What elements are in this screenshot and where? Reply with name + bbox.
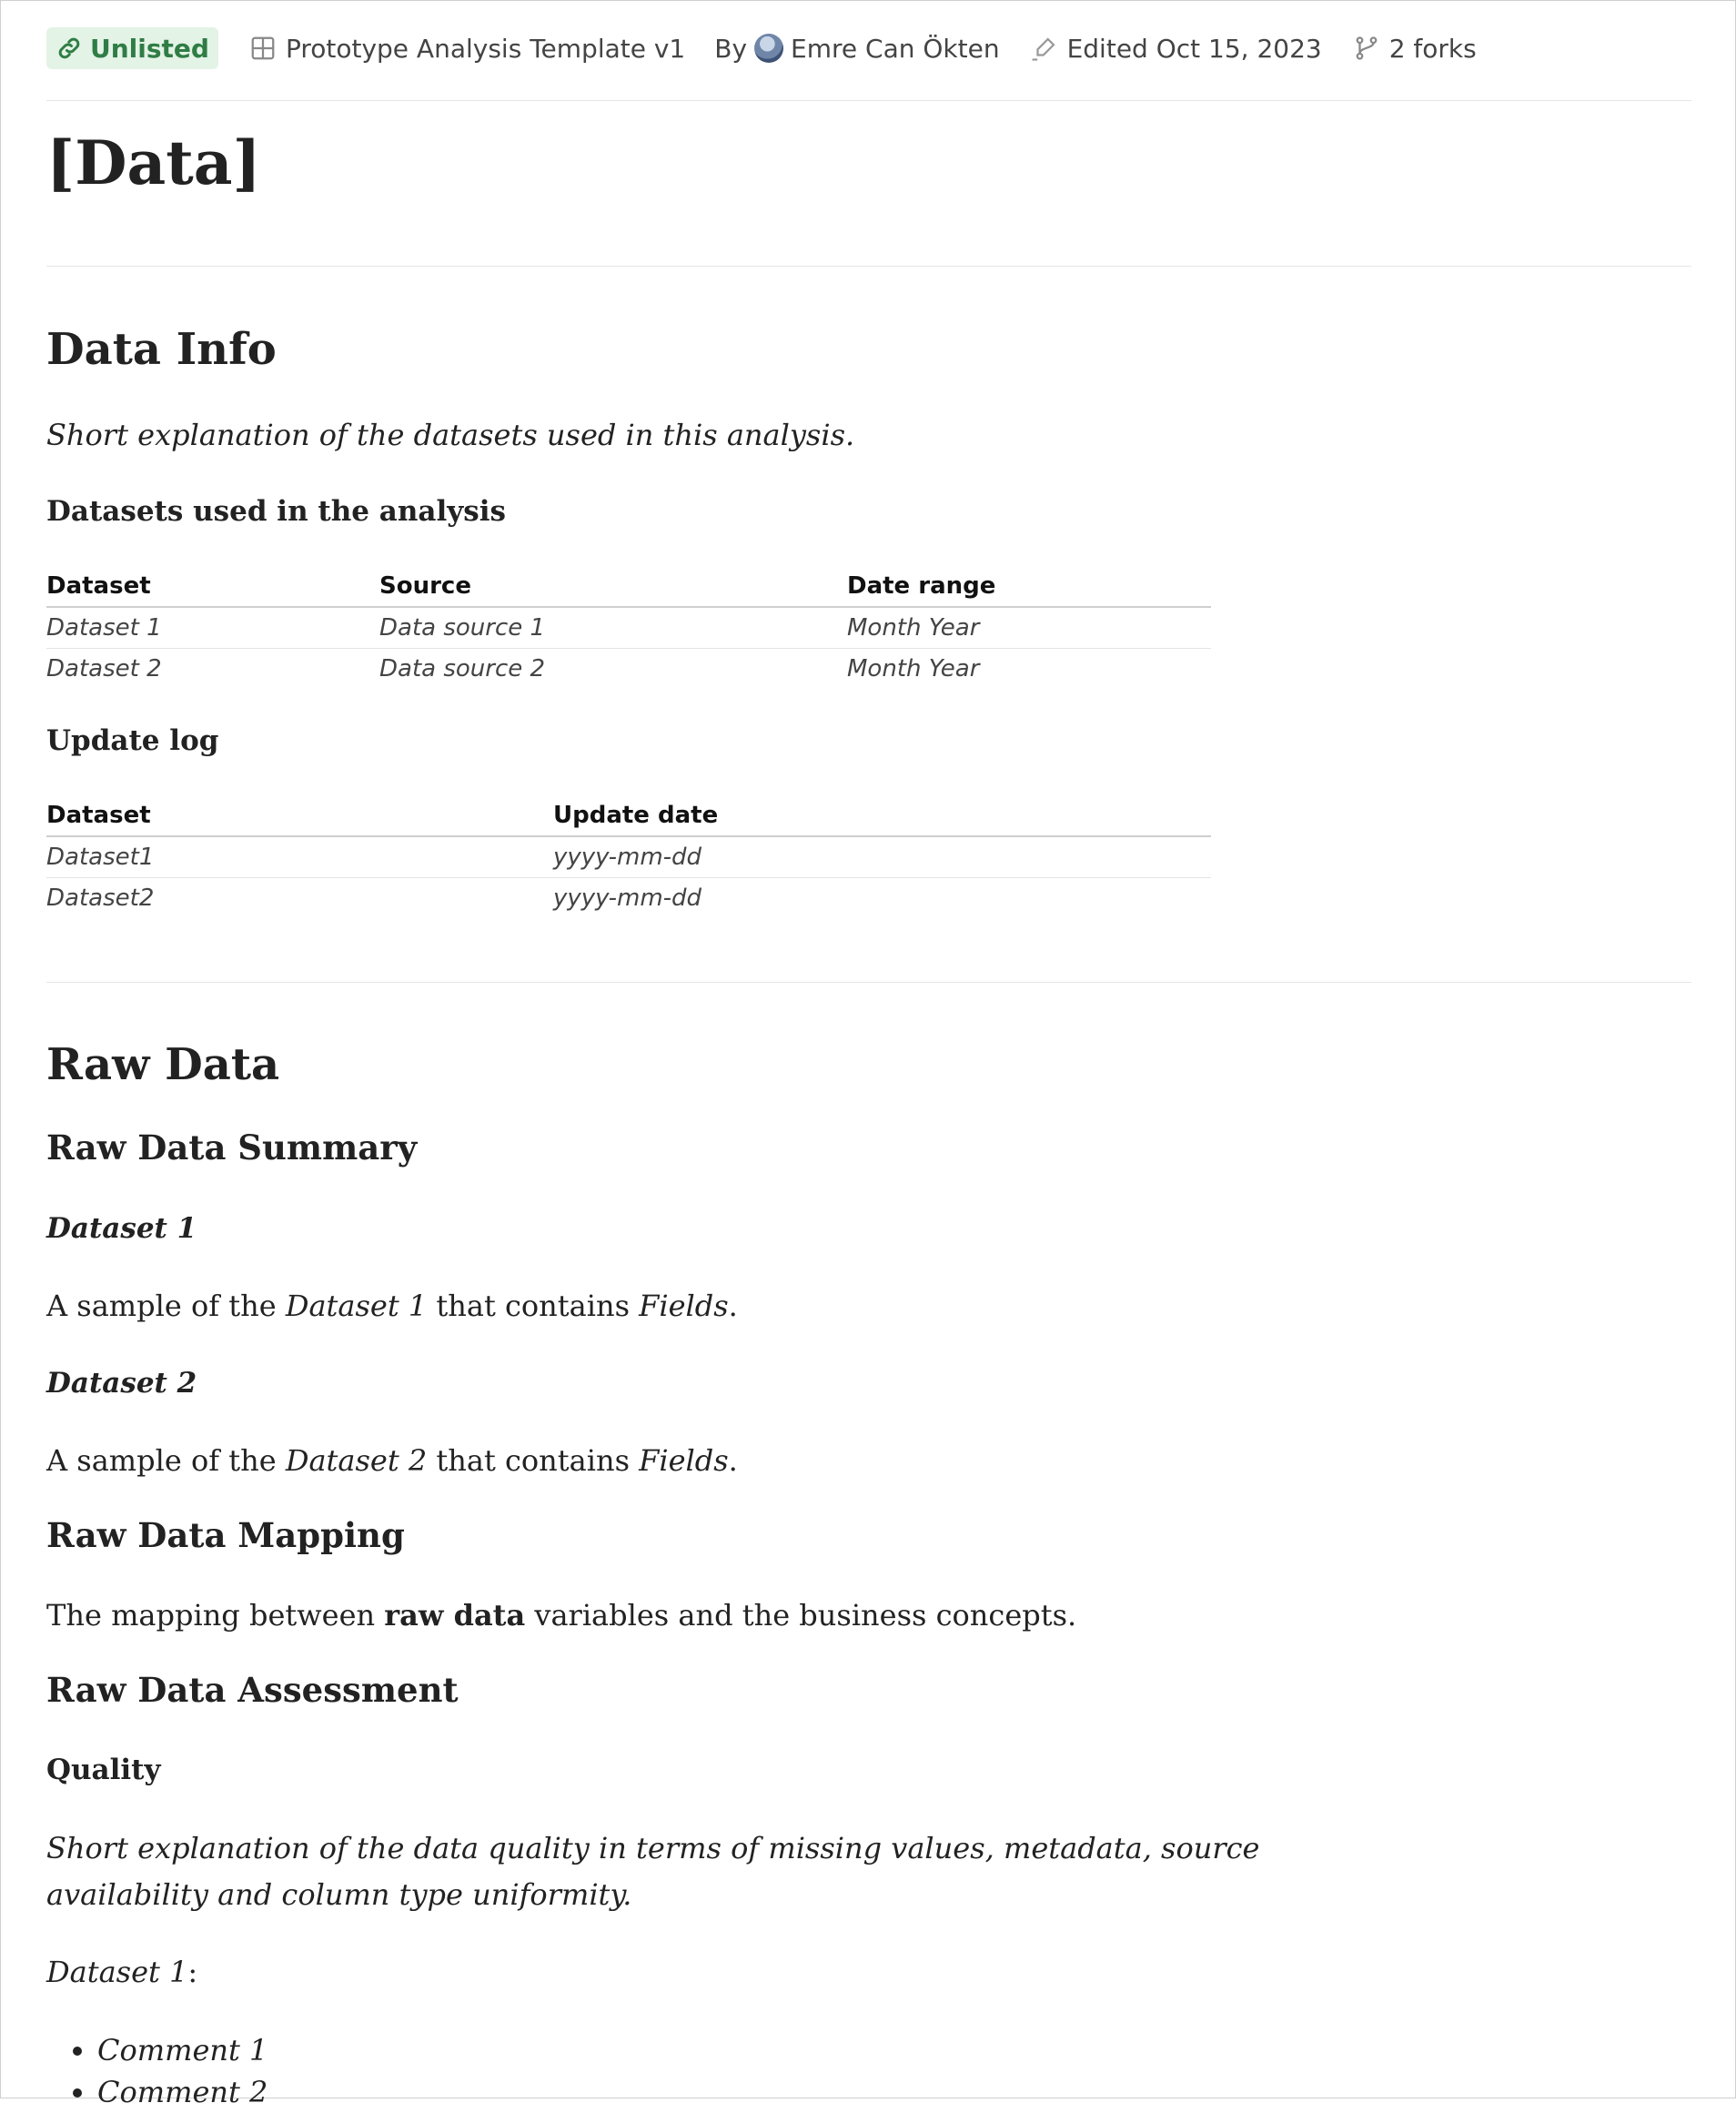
table-header-row [46,801,1211,836]
column-header: Dataset [46,801,553,836]
dataset2-heading: Dataset 2 [46,1367,197,1400]
text-run: A sample of the [46,1443,286,1478]
edited-date: Edited Oct 15, 2023 [1066,33,1322,64]
table-cell: yyyy-mm-dd [553,885,702,912]
quality-line-1: Short explanation of the data quality in terms of missing values, metadata, source [46,1831,1260,1865]
comment-list [46,2029,267,2113]
table-cell: Dataset 2 [46,655,162,682]
page-title: [Data] [46,127,261,198]
table-cell: Dataset2 [46,885,155,912]
text-run: variables and the business concepts. [525,1598,1077,1633]
visibility-label: Unlisted [90,33,209,64]
dataset1-label [46,1949,197,1996]
author-group[interactable] [714,34,999,64]
text-run: . [728,1443,738,1478]
divider [46,100,1691,101]
table-cell: yyyy-mm-dd [553,836,1211,878]
dataset1-description [46,1283,738,1329]
update-log-table [46,801,1211,918]
column-header: Date range [847,571,1211,607]
edited-info [1031,34,1322,64]
list-item: • Comment 2 [97,2071,267,2113]
datasets-heading: Datasets used in the analysis [46,495,506,528]
raw-data-summary-heading: Raw Data Summary [46,1127,418,1168]
mapping-description [46,1592,1076,1639]
table-row [46,649,1211,690]
text-run: : [187,1955,198,1989]
list-item: • Comment 1 [97,2029,267,2071]
text-run: Fields [639,1443,729,1478]
text-run: Dataset 1 [46,1955,188,1989]
template-grid-icon [249,35,277,62]
fork-icon [1353,35,1380,62]
table-row [46,878,1211,919]
text-run: that contains [427,1443,640,1478]
raw-data-assessment-heading: Raw Data Assessment [46,1670,459,1710]
raw-data-heading: Raw Data [46,1039,280,1090]
text-run: The mapping between [46,1598,385,1633]
data-info-heading: Data Info [46,324,277,375]
link-icon [56,35,83,62]
table-cell: Dataset 1 [46,607,379,649]
raw-data-mapping-heading: Raw Data Mapping [46,1515,405,1555]
avatar [754,34,783,63]
column-header: Dataset [46,571,379,607]
dataset1-heading: Dataset 1 [46,1212,197,1245]
table-row [46,607,1211,649]
update-log-heading: Update log [46,724,219,757]
text-run: A sample of the [46,1289,286,1323]
data-info-intro: Short explanation of the datasets used in this analysis. [46,418,855,452]
pencil-icon [1031,35,1058,62]
table-cell: Month Year [847,607,1211,649]
forks-link[interactable] [1353,34,1477,64]
quality-heading: Quality [46,1754,161,1786]
doc-meta-bar [46,25,1691,71]
text-run: raw data [384,1598,526,1633]
datasets-table [46,571,1211,689]
author-name: Emre Can Ökten [791,33,1000,64]
table-cell: Data source 1 [379,607,847,649]
column-header: Source [379,571,847,607]
table-cell: Dataset1 [46,836,553,878]
table-header-row [46,571,1211,607]
table-cell: Month Year [847,655,980,682]
dataset2-description [46,1438,738,1484]
text-run: Dataset 1 [285,1289,428,1323]
text-run: Dataset 2 [285,1443,428,1478]
template-link[interactable] [249,34,685,64]
column-header: Update date [553,801,1211,836]
by-label: By [714,33,748,64]
quality-line-2: availability and column type uniformity. [46,1877,632,1912]
forks-count: 2 forks [1388,33,1477,64]
text-run: . [728,1289,738,1323]
visibility-badge[interactable] [46,27,218,69]
table-row [46,836,1211,878]
text-run: Fields [639,1289,729,1323]
text-run: that contains [427,1289,640,1323]
template-name: Prototype Analysis Template v1 [285,33,686,64]
divider [46,266,1691,267]
divider [46,982,1691,983]
table-cell: Data source 2 [379,655,546,682]
